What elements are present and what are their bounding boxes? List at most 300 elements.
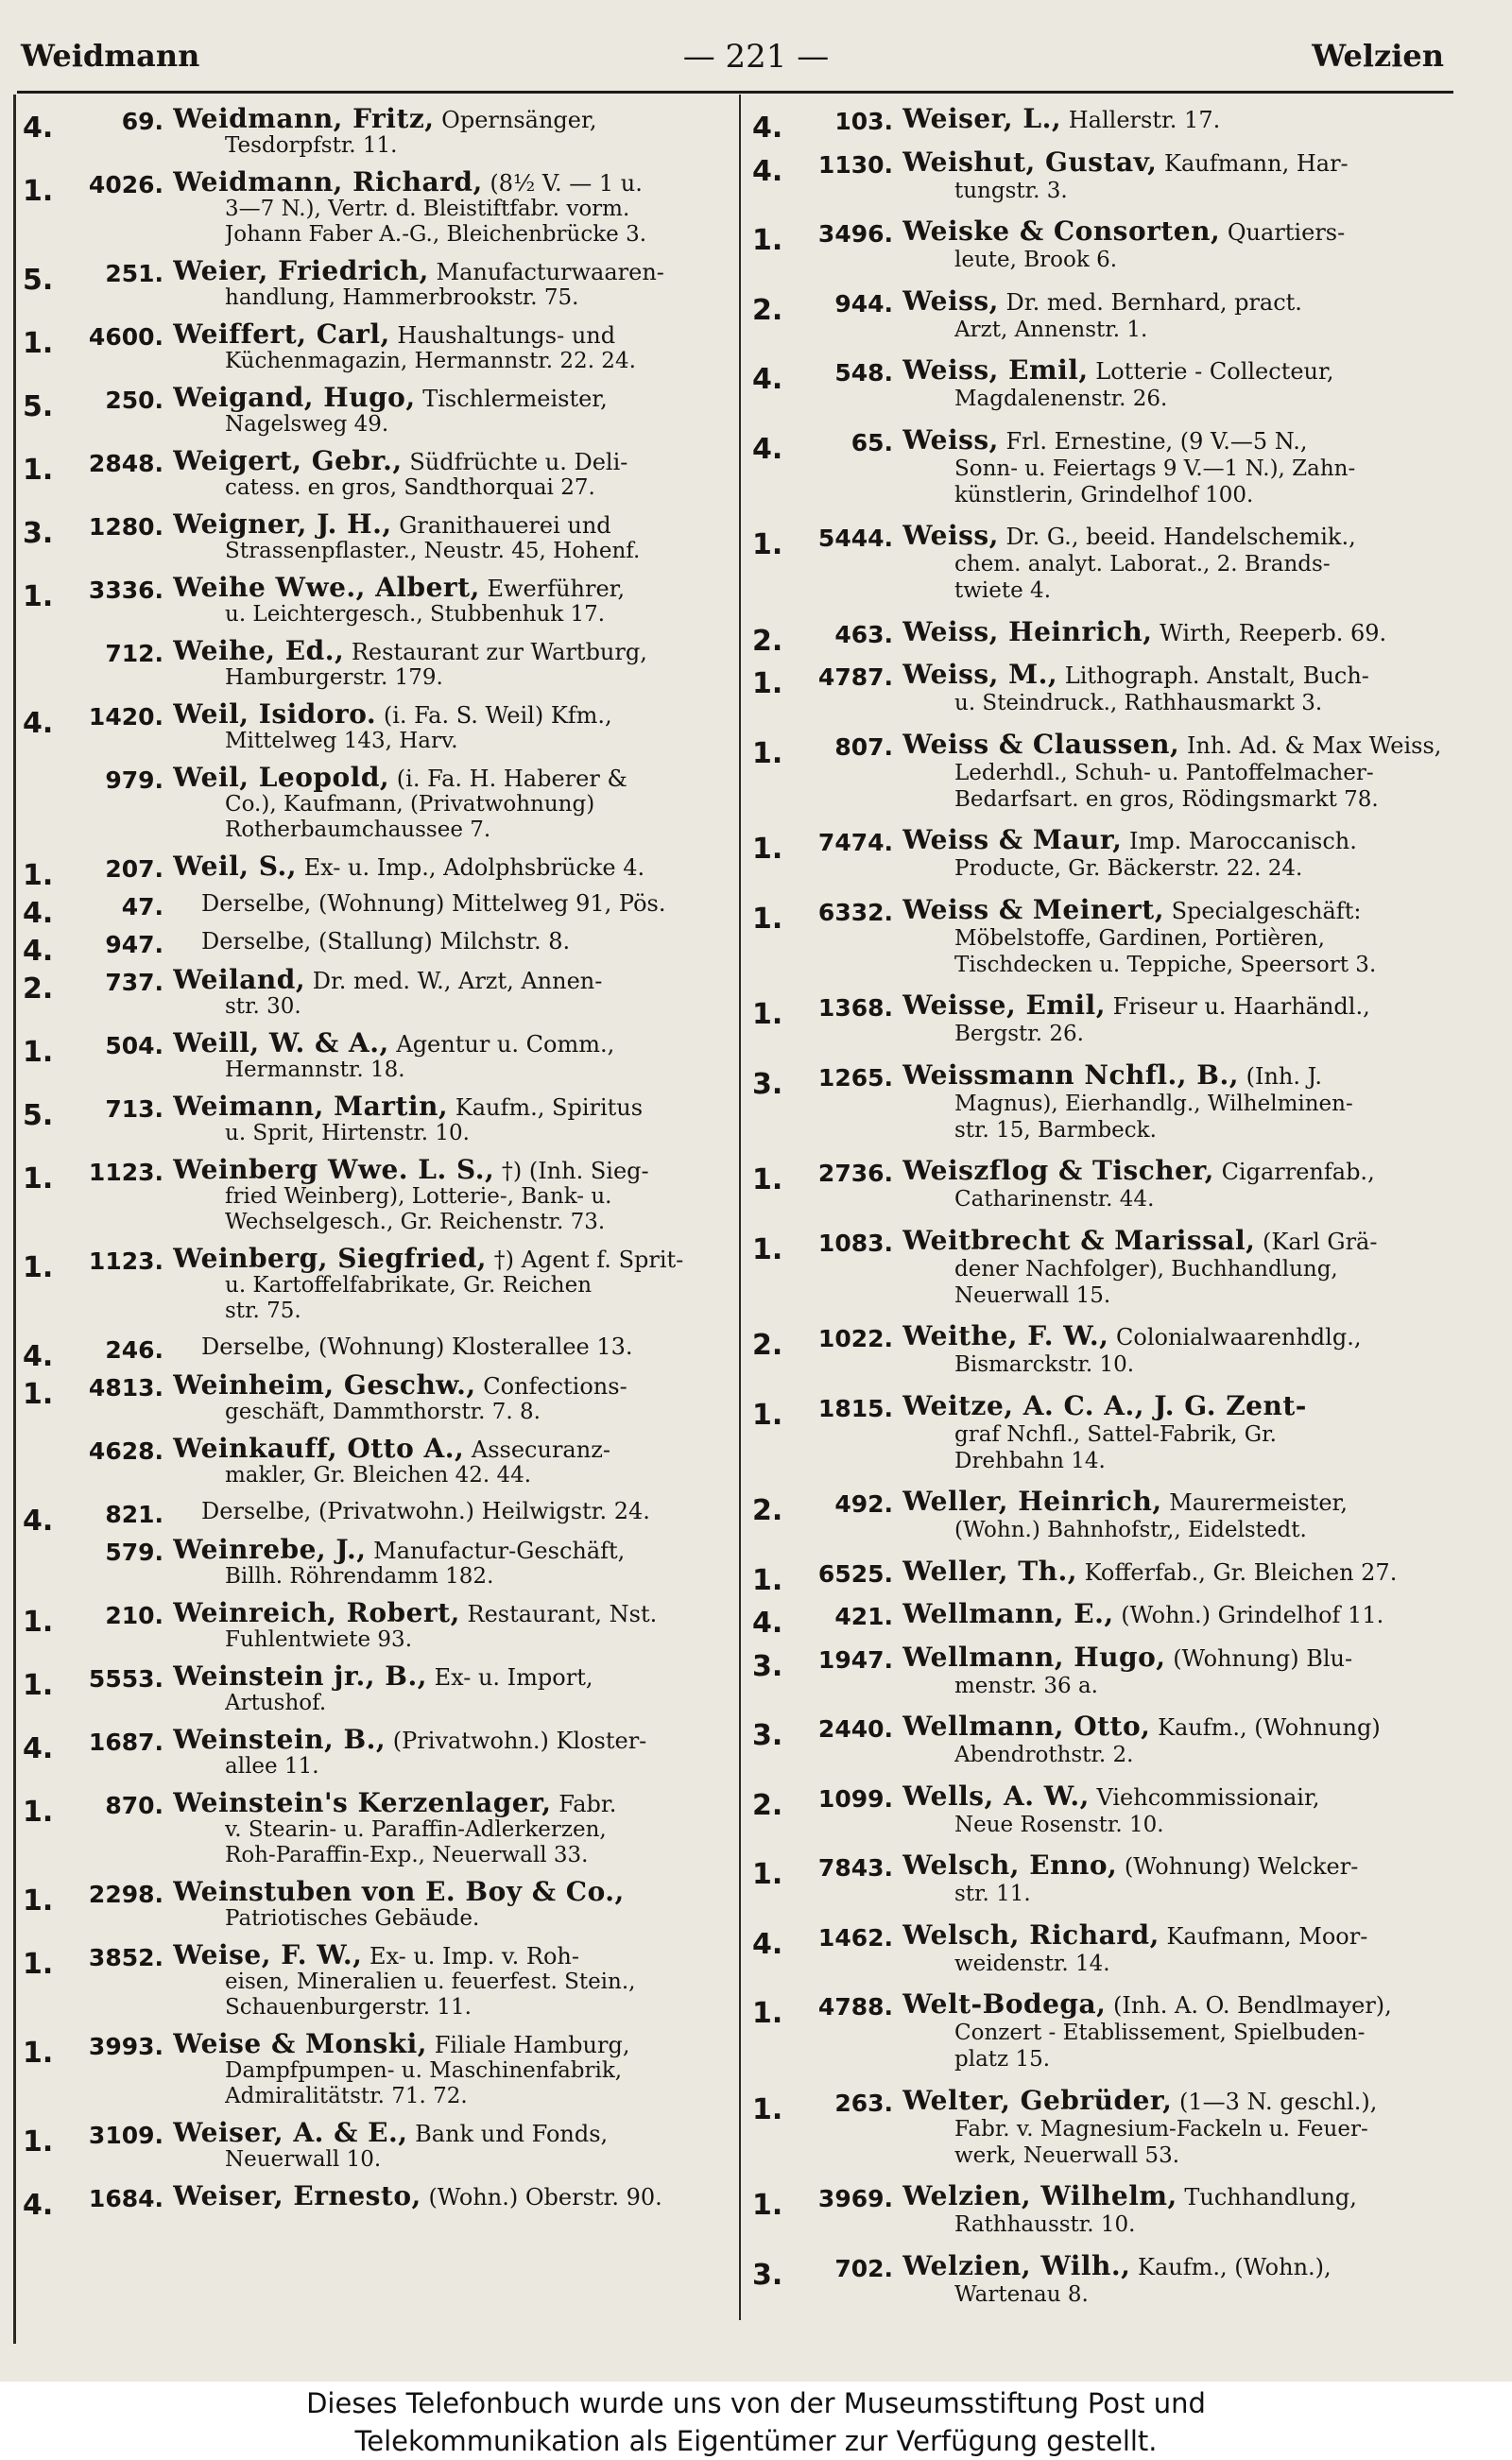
exchange-district: 1.: [752, 1232, 783, 1266]
phone-prefix: [747, 1062, 893, 1101]
entry-first-line: [902, 1922, 1460, 1951]
phone-number: 5553.: [88, 1665, 163, 1693]
entry-continuation-line: (Wohn.) Bahnhofstr,, Eidelstedt.: [954, 1518, 1307, 1542]
entry-details: Inh. Ad. & Max Weiss,: [1186, 731, 1442, 759]
entry-continuation-line: Sonn- u. Feiertags 9 V.—1 N.), Zahn-: [954, 456, 1356, 481]
directory-entry: [17, 1246, 726, 1324]
directory-entry: [747, 1601, 1460, 1640]
entry-details: Bank und Fonds,: [415, 2121, 609, 2147]
exchange-district: 1.: [23, 1669, 54, 1702]
phone-prefix: [747, 1228, 893, 1266]
phone-prefix: [17, 1727, 163, 1765]
entry-details: Specialgeschäft:: [1171, 897, 1362, 924]
entry-details: Wirth, Reeperb. 69.: [1160, 619, 1387, 646]
entry-continuation-line: menstr. 36 a.: [954, 1673, 1098, 1698]
entry-details: (1—3 N. geschl.),: [1178, 2088, 1378, 2115]
entry-first-line: [902, 619, 1460, 647]
entry-continuation-line: Neue Rosenstr. 10.: [954, 1812, 1164, 1837]
entry-continuation-line: Mittelweg 143, Harv.: [225, 729, 458, 753]
entry-first-line: [201, 929, 726, 956]
entry-continuation-line: Patriotisches Gebäude.: [225, 1906, 480, 1931]
phone-prefix: [17, 1334, 163, 1373]
directory-entry: [747, 149, 1460, 204]
phone-number: 1123.: [88, 1159, 163, 1186]
directory-entry: [747, 288, 1460, 343]
entry-continuation-line: handlung, Hammerbrookstr. 75.: [225, 285, 579, 310]
phone-prefix: [747, 1323, 893, 1362]
entry-first-line: [902, 149, 1460, 178]
entry-first-line: [902, 731, 1460, 760]
phone-prefix: [747, 218, 893, 257]
entry-first-line: [902, 427, 1460, 456]
entry-continuation-line: Wartenau 8.: [954, 2281, 1089, 2307]
entry-continuation-line: Bedarfsart. en gros, Rödingsmarkt 78.: [954, 786, 1379, 812]
phone-number: 251.: [105, 260, 163, 287]
entry-details: Restaurant, Nst.: [467, 1601, 658, 1627]
subscriber-name: Weitbrecht & Marissal,: [902, 1227, 1256, 1256]
directory-entry: [747, 1991, 1460, 2073]
entry-details: (Wohn.) Oberstr. 90.: [428, 2184, 662, 2211]
entry-continuation-line: Drehbahn 14.: [954, 1448, 1106, 1473]
phone-prefix: [17, 765, 163, 797]
phone-prefix: [747, 2088, 893, 2126]
exchange-district: 3.: [752, 2258, 783, 2292]
entry-continuation-line: Möbelstoffe, Gardinen, Portièren,: [954, 925, 1325, 951]
entry-details: Colonialwaarenhdlg.,: [1116, 1324, 1362, 1350]
directory-entry: [747, 106, 1460, 145]
subscriber-name: Weishut, Gustav,: [902, 148, 1158, 178]
running-head-right: Welzien: [1312, 38, 1444, 74]
entry-first-line: [173, 448, 726, 475]
entry-first-line: [173, 2031, 726, 2058]
entry-details: Manufactur-Geschäft,: [373, 1538, 626, 1564]
subscriber-name: Weinrebe, J.,: [173, 1537, 367, 1564]
phone-prefix: [747, 1488, 893, 1527]
phone-prefix: [747, 1783, 893, 1822]
exchange-district: 1.: [23, 1036, 54, 1069]
directory-entry: [17, 1942, 726, 2021]
subscriber-name: Weinstein jr., B.,: [173, 1663, 427, 1691]
entry-first-line: [173, 1030, 726, 1058]
subscriber-name: Weise, F. W.,: [173, 1942, 363, 1970]
phone-prefix: [747, 992, 893, 1031]
entry-first-line: [902, 897, 1460, 925]
entry-details: Kaufmann, Moor-: [1166, 1922, 1368, 1950]
subscriber-name: Weiszflog & Tischer,: [902, 1158, 1214, 1186]
entry-first-line: [902, 2253, 1460, 2281]
entry-first-line: [902, 218, 1460, 247]
directory-entry: [17, 1372, 726, 1425]
entry-details: Confections-: [483, 1373, 627, 1400]
directory-entry: [17, 321, 726, 374]
phone-prefix: [747, 523, 893, 561]
entry-details: Kaufm., (Wohnung): [1158, 1714, 1381, 1741]
phone-prefix: [17, 448, 163, 487]
phone-prefix: [17, 638, 163, 670]
phone-number: 579.: [105, 1539, 163, 1566]
exchange-district: 2.: [752, 293, 783, 327]
subscriber-name: Weimann, Martin,: [173, 1093, 449, 1121]
phone-number: 4787.: [817, 663, 893, 691]
directory-entry: [747, 1393, 1460, 1474]
phone-number: 1123.: [88, 1247, 163, 1275]
entry-first-line: [173, 1157, 726, 1184]
phone-number: 1280.: [88, 513, 163, 541]
phone-number: 1462.: [817, 1923, 893, 1952]
phone-prefix: [747, 1558, 893, 1597]
entry-continuation-line: Magnus), Eierhandlg., Wilhelminen-: [954, 1091, 1353, 1116]
subscriber-name: Weiland,: [173, 967, 306, 994]
directory-entry: [17, 385, 726, 438]
directory-entry: [747, 731, 1460, 813]
entry-details: Ex- u. Imp., Adolphsbrücke 4.: [303, 854, 645, 881]
entry-continuation-line: platz 15.: [954, 2047, 1051, 2072]
exchange-district: 1.: [752, 833, 783, 866]
entry-continuation-line: geschäft, Dammthorstr. 7. 8.: [225, 1400, 541, 1424]
exchange-district: 1.: [23, 859, 54, 892]
phone-number: 246.: [105, 1336, 163, 1364]
phone-number: 69.: [121, 108, 163, 135]
subscriber-name: Weinstuben von E. Boy & Co.,: [173, 1879, 625, 1906]
exchange-district: 5.: [23, 1099, 54, 1132]
directory-entry: [747, 218, 1460, 273]
phone-prefix: [17, 258, 163, 297]
entry-details: Südfrüchte u. Deli-: [409, 449, 628, 475]
entry-first-line: [902, 992, 1460, 1021]
entry-continuation-line: Rotherbaumchaussee 7.: [225, 817, 491, 842]
entry-continuation-line: Co.), Kaufmann, (Privatwohnung): [225, 792, 595, 817]
phone-number: 979.: [105, 766, 163, 794]
phone-prefix: [17, 701, 163, 740]
directory-entry: [747, 897, 1460, 978]
subscriber-name: Weiss, Heinrich,: [902, 618, 1153, 647]
entry-first-line: [902, 1783, 1460, 1812]
phone-number: 1130.: [817, 150, 893, 179]
phone-prefix: [747, 2183, 893, 2222]
running-head-left: Weidmann: [21, 38, 200, 74]
phone-prefix: [747, 1922, 893, 1961]
entry-details: Derselbe, (Wohnung) Mittelweg 91, Pös.: [201, 891, 666, 917]
subscriber-name: Weiss,: [902, 426, 999, 456]
entry-continuation-line: str. 15, Barmbeck.: [954, 1117, 1157, 1143]
exchange-district: 1.: [752, 2092, 783, 2126]
exchange-district: 3.: [752, 1649, 783, 1683]
entry-first-line: [173, 1372, 726, 1400]
entry-first-line: [902, 1558, 1460, 1587]
subscriber-name: Weinberg, Siegfried,: [173, 1246, 488, 1273]
entry-details: Quartiers-: [1227, 219, 1346, 246]
subscriber-name: Wellmann, Hugo,: [902, 1643, 1166, 1673]
footer-line-2: Telekommunikation als Eigentümer zur Verfügung gestellt.: [354, 2425, 1158, 2457]
entry-first-line: [902, 1601, 1460, 1629]
directory-entry: [17, 2183, 726, 2222]
entry-continuation-line: Roh-Paraffin-Exp., Neuerwall 33.: [225, 1843, 589, 1867]
subscriber-name: Weil, Isidoro.: [173, 701, 377, 729]
phone-number: 737.: [105, 969, 163, 996]
exchange-district: 1.: [752, 1997, 783, 2030]
phone-number: 1265.: [817, 1063, 893, 1092]
subscriber-name: Weihe Wwe., Albert,: [173, 575, 480, 602]
entry-first-line: [173, 575, 726, 602]
entry-details: Lotterie - Collecteur,: [1095, 358, 1334, 385]
entry-continuation-line: makler, Gr. Bleichen 42. 44.: [225, 1463, 532, 1488]
subscriber-name: Weinheim, Geschw.,: [173, 1372, 476, 1400]
subscriber-name: Weinberg Wwe. L. S.,: [173, 1157, 495, 1184]
subscriber-name: Weiffert, Carl,: [173, 321, 390, 349]
entry-continuation-line: Magdalenenstr. 26.: [954, 387, 1168, 411]
directory-entry: [17, 575, 726, 628]
entry-first-line: [173, 169, 726, 197]
entry-first-line: [902, 827, 1460, 855]
entry-details: (8½ V. — 1 u.: [490, 170, 643, 197]
phone-prefix: [747, 827, 893, 866]
subscriber-name: Weiss, Emil,: [902, 357, 1089, 386]
entry-continuation-line: u. Sprit, Hirtenstr. 10.: [225, 1121, 470, 1145]
entry-first-line: [902, 1644, 1460, 1673]
entry-continuation-line: v. Stearin- u. Paraffin-Adlerkerzen,: [225, 1817, 607, 1842]
entry-first-line: [902, 2183, 1460, 2211]
subscriber-name: Weiss & Maur,: [902, 827, 1123, 855]
subscriber-name: Weigand, Hugo,: [173, 385, 416, 412]
phone-number: 47.: [121, 893, 163, 920]
entry-continuation-line: u. Steindruck., Rathhausmarkt 3.: [954, 691, 1323, 715]
entry-details: Kaufm., (Wohn.),: [1138, 2253, 1332, 2280]
phone-number: 4813.: [88, 1374, 163, 1402]
entry-first-line: [902, 1713, 1460, 1742]
entry-details: Manufacturwaaren-: [436, 259, 664, 285]
exchange-district: 4.: [23, 935, 54, 968]
exchange-district: 4.: [752, 154, 783, 188]
directory-entry: [747, 1713, 1460, 1768]
directory-entry: [17, 1093, 726, 1146]
footer-line-1: Dieses Telefonbuch wurde uns von der Museumsstiftung Post und: [306, 2387, 1206, 2419]
entry-details: Filiale Hamburg,: [434, 2032, 630, 2058]
exchange-district: 1.: [23, 1948, 54, 1981]
entry-details: (Wohn.) Grindelhof 11.: [1121, 1602, 1384, 1628]
phone-prefix: [747, 1713, 893, 1752]
directory-entry: [17, 1790, 726, 1868]
phone-prefix: [747, 149, 893, 188]
right-column: [747, 106, 1460, 2322]
directory-entry: [17, 1030, 726, 1083]
header-rule: [17, 91, 1453, 94]
exchange-district: 1.: [23, 2037, 54, 2070]
entry-first-line: [201, 1499, 726, 1526]
entry-continuation-line: eisen, Mineralien u. feuerfest. Stein.,: [225, 1970, 636, 1994]
entry-continuation-line: Neuerwall 10.: [225, 2147, 382, 2172]
entry-continuation-line: Schauenburgerstr. 11.: [225, 1995, 472, 2020]
directory-entry: [17, 1727, 726, 1780]
phone-prefix: [17, 1942, 163, 1981]
exchange-district: 1.: [752, 1563, 783, 1597]
exchange-district: 1.: [23, 175, 54, 208]
phone-prefix: [17, 1879, 163, 1918]
entry-continuation-line: Artushof.: [225, 1691, 327, 1715]
exchange-district: 3.: [752, 1067, 783, 1101]
directory-entry: [747, 523, 1460, 604]
phone-number: 944.: [834, 289, 893, 318]
subscriber-name: Weinkauff, Otto A.,: [173, 1436, 465, 1463]
directory-entry: [17, 2120, 726, 2173]
exchange-district: 4.: [23, 1732, 54, 1765]
phone-prefix: [747, 1852, 893, 1891]
phone-prefix: [17, 929, 163, 968]
entry-details: †) Agent f. Sprit-: [493, 1247, 684, 1273]
subscriber-name: Wellmann, Otto,: [902, 1713, 1151, 1742]
subscriber-name: Weinstein's Kerzenlager,: [173, 1790, 552, 1817]
directory-entry: [747, 357, 1460, 412]
directory-entry: [17, 638, 726, 691]
entry-details: Ex- u. Import,: [434, 1664, 593, 1691]
exchange-district: 1.: [23, 1796, 54, 1829]
directory-entry: [747, 1852, 1460, 1907]
phone-number: 6332.: [817, 898, 893, 926]
phone-prefix: [17, 575, 163, 613]
phone-number: 6525.: [817, 1559, 893, 1588]
subscriber-name: Welsch, Richard,: [902, 1921, 1160, 1951]
entry-continuation-line: Rathhausstr. 10.: [954, 2212, 1136, 2237]
phone-prefix: [17, 1030, 163, 1069]
entry-continuation-line: dener Nachfolger), Buchhandlung,: [954, 1256, 1338, 1282]
exchange-district: 1.: [752, 2189, 783, 2222]
phone-prefix: [17, 967, 163, 1006]
entry-first-line: [173, 1436, 726, 1463]
entry-continuation-line: Tischdecken u. Teppiche, Speersort 3.: [954, 952, 1377, 977]
phone-number: 1684.: [88, 2185, 163, 2212]
phone-number: 7474.: [817, 829, 893, 856]
phone-prefix: [17, 385, 163, 423]
directory-entry: [17, 1600, 726, 1653]
exchange-district: 2.: [23, 972, 54, 1006]
exchange-district: 1.: [23, 1884, 54, 1918]
subscriber-name: Welzien, Wilh.,: [902, 2252, 1131, 2281]
directory-entry: [17, 1879, 726, 1932]
footer-notice: [0, 2382, 1512, 2460]
phone-prefix: [17, 106, 163, 145]
phone-number: 4026.: [88, 171, 163, 198]
exchange-district: 1.: [752, 224, 783, 257]
phone-number: 492.: [834, 1490, 893, 1518]
entry-details: Dr. G., beeid. Handelschemik.,: [1005, 524, 1356, 550]
phone-prefix: [17, 1600, 163, 1639]
entry-details: Derselbe, (Stallung) Milchstr. 8.: [201, 929, 571, 955]
phone-number: 3336.: [88, 576, 163, 604]
exchange-district: 4.: [752, 363, 783, 396]
exchange-district: 2.: [752, 1329, 783, 1362]
phone-number: 712.: [105, 640, 163, 667]
subscriber-name: Welzien, Wilhelm,: [902, 2183, 1177, 2211]
subscriber-name: Weiser, L.,: [902, 106, 1062, 134]
entry-first-line: [173, 2120, 726, 2147]
directory-entry: [747, 1488, 1460, 1543]
directory-entry: [747, 1228, 1460, 1309]
column-divider: [739, 95, 741, 2320]
subscriber-name: Wellmann, E.,: [902, 1601, 1114, 1629]
entry-continuation-line: str. 11.: [954, 1882, 1031, 1906]
entry-first-line: [902, 1158, 1460, 1186]
exchange-district: 1.: [752, 1398, 783, 1432]
exchange-district: 1.: [23, 1606, 54, 1639]
phone-number: 1022.: [817, 1325, 893, 1352]
phone-number: 548.: [834, 359, 893, 387]
phone-number: 1420.: [88, 703, 163, 731]
directory-entry: [747, 1158, 1460, 1213]
entry-first-line: [173, 1246, 726, 1273]
directory-entry: [17, 891, 726, 930]
subscriber-name: Weigner, J. H.,: [173, 511, 392, 539]
subscriber-name: Weitze, A. C. A., J. G. Zent-: [902, 1392, 1307, 1421]
exchange-district: 1.: [752, 998, 783, 1031]
subscriber-name: Weil, Leopold,: [173, 765, 390, 792]
exchange-district: 1.: [23, 1378, 54, 1411]
exchange-district: 1.: [752, 736, 783, 770]
exchange-district: 1.: [752, 1858, 783, 1891]
phone-prefix: [747, 1601, 893, 1640]
entry-details: Dr. med. W., Arzt, Annen-: [312, 968, 603, 994]
subscriber-name: Weinstein, B.,: [173, 1727, 387, 1754]
subscriber-name: Weil, S.,: [173, 853, 297, 881]
phone-number: 504.: [105, 1032, 163, 1059]
entry-continuation-line: Admiralitätstr. 71. 72.: [225, 2084, 468, 2108]
subscriber-name: Weiss & Claussen,: [902, 731, 1180, 760]
entry-first-line: [902, 662, 1460, 690]
phone-prefix: [17, 321, 163, 360]
left-column: [17, 106, 726, 2221]
phone-number: 4628.: [88, 1437, 163, 1465]
directory-entry: [747, 1783, 1460, 1838]
entry-first-line: [902, 288, 1460, 317]
entry-continuation-line: Billh. Röhrendamm 182.: [225, 1564, 494, 1589]
exchange-district: 4.: [23, 2189, 54, 2222]
directory-entry: [17, 1663, 726, 1716]
phone-number: 870.: [105, 1792, 163, 1819]
phone-prefix: [747, 427, 893, 466]
directory-entry: [17, 258, 726, 311]
phone-number: 2298.: [88, 1881, 163, 1908]
directory-entry: [747, 662, 1460, 716]
entry-continuation-line: fried Weinberg), Lotterie-, Bank- u.: [225, 1184, 612, 1209]
entry-details: (Inh. J.: [1246, 1062, 1323, 1090]
entry-continuation-line: werk, Neuerwall 53.: [954, 2142, 1180, 2168]
entry-continuation-line: tungstr. 3.: [954, 178, 1068, 203]
entry-details: Granithauerei und: [399, 512, 611, 539]
entry-first-line: [201, 891, 726, 919]
entry-continuation-line: Bergstr. 26.: [954, 1022, 1084, 1046]
phone-number: 3969.: [817, 2185, 893, 2212]
exchange-district: 1.: [23, 1162, 54, 1196]
entry-continuation-line: allee 11.: [225, 1754, 319, 1779]
entry-details: (Wohnung) Welcker-: [1124, 1853, 1359, 1880]
exchange-district: 3.: [23, 517, 54, 550]
exchange-district: 1.: [752, 528, 783, 561]
phone-number: 463.: [834, 620, 893, 648]
phone-number: 713.: [105, 1095, 163, 1123]
phone-number: 2440.: [817, 1715, 893, 1743]
phone-number: 421.: [834, 1603, 893, 1630]
directory-entry: [17, 2031, 726, 2109]
entry-continuation-line: Dampfpumpen- u. Maschinenfabrik,: [225, 2058, 623, 2083]
entry-details: Maurermeister,: [1169, 1489, 1348, 1516]
phone-number: 210.: [105, 1602, 163, 1629]
left-column-rule: [13, 95, 16, 2344]
exchange-district: 2.: [752, 1494, 783, 1527]
phone-number: 3852.: [88, 1944, 163, 1971]
phone-prefix: [747, 106, 893, 145]
phone-prefix: [17, 2183, 163, 2222]
phone-prefix: [747, 619, 893, 658]
subscriber-name: Weiss,: [902, 287, 999, 317]
directory-entry: [17, 929, 726, 968]
